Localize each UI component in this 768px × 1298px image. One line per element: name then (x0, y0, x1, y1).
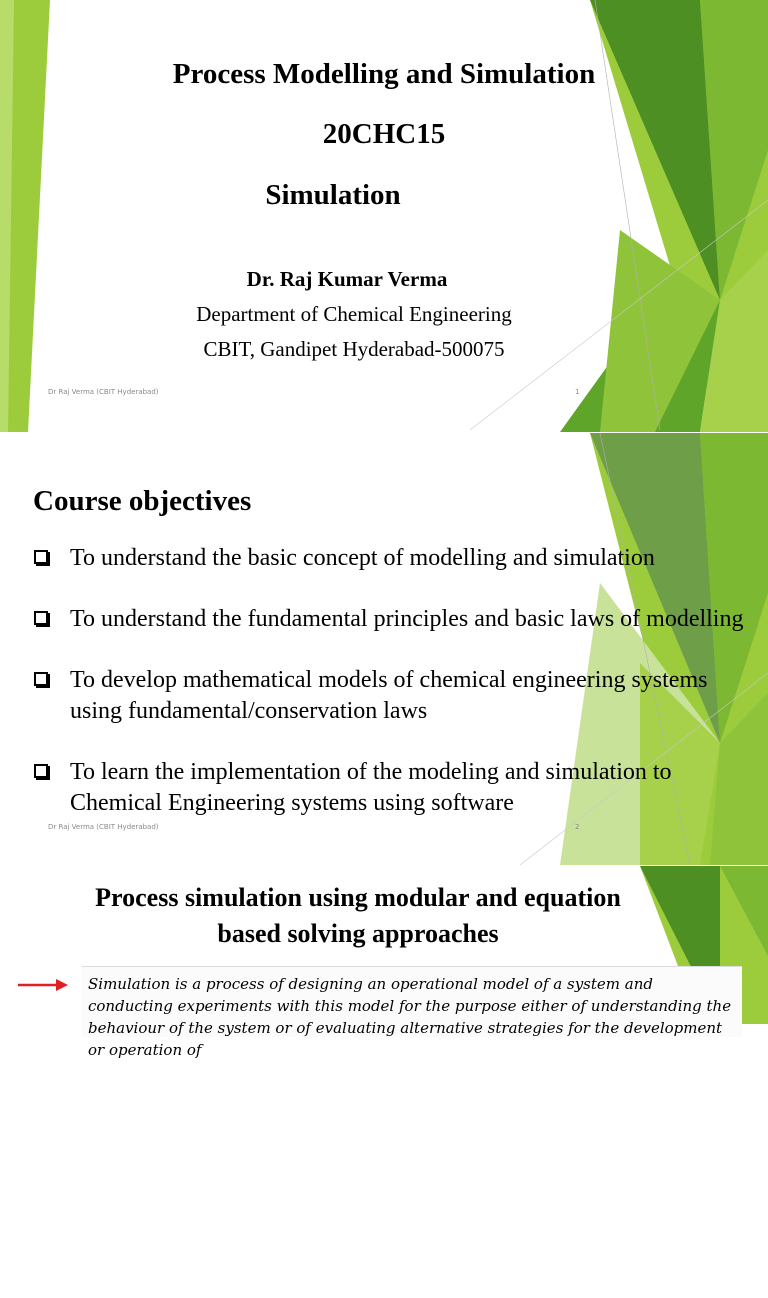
institute-address: CBIT, Gandipet Hyderabad-500075 (203, 337, 505, 361)
page-number: 1 (575, 388, 580, 396)
page-number: 2 (575, 823, 580, 831)
author-name: Dr. Raj Kumar Verma (246, 267, 448, 291)
slide-2 (0, 433, 768, 865)
course-code: 20CHC15 (322, 118, 446, 150)
checkbox-bullet-icon (34, 764, 48, 778)
slide-heading: Course objectives (33, 485, 252, 517)
presentation-title: Process Modelling and Simulation (172, 58, 596, 90)
footer-author: Dr Raj Verma (CBIT Hyderabad) (48, 823, 159, 831)
slide-subtitle: Simulation (265, 179, 401, 211)
checkbox-bullet-icon (34, 611, 48, 625)
list-item: To learn the implementation of the modeling and simulation to Chemical Engineering systems using software (34, 757, 764, 819)
department-name: Department of Chemical Engineering (196, 302, 512, 326)
checkbox-bullet-icon (34, 672, 48, 686)
objectives-list (34, 543, 764, 849)
list-item: To develop mathematical models of chemical engineering systems using fundamental/conservation laws (34, 665, 764, 727)
slide-1 (0, 0, 768, 432)
definition-quote: Simulation is a process of designing an operational model of a system and conducting experiments with this model for the purpose either of understanding the behaviour of the system or of evaluating alternative strategies for the development or operation of (82, 966, 742, 1037)
slide-3 (0, 866, 768, 1059)
red-arrow-icon (18, 978, 68, 992)
list-item: To understand the basic concept of modelling and simulation (34, 543, 764, 574)
footer-author: Dr Raj Verma (CBIT Hyderabad) (48, 388, 159, 396)
list-item: To understand the fundamental principles and basic laws of modelling (34, 604, 764, 635)
checkbox-bullet-icon (34, 550, 48, 564)
slide-heading: Process simulation using modular and equation based solving approaches (95, 883, 621, 948)
